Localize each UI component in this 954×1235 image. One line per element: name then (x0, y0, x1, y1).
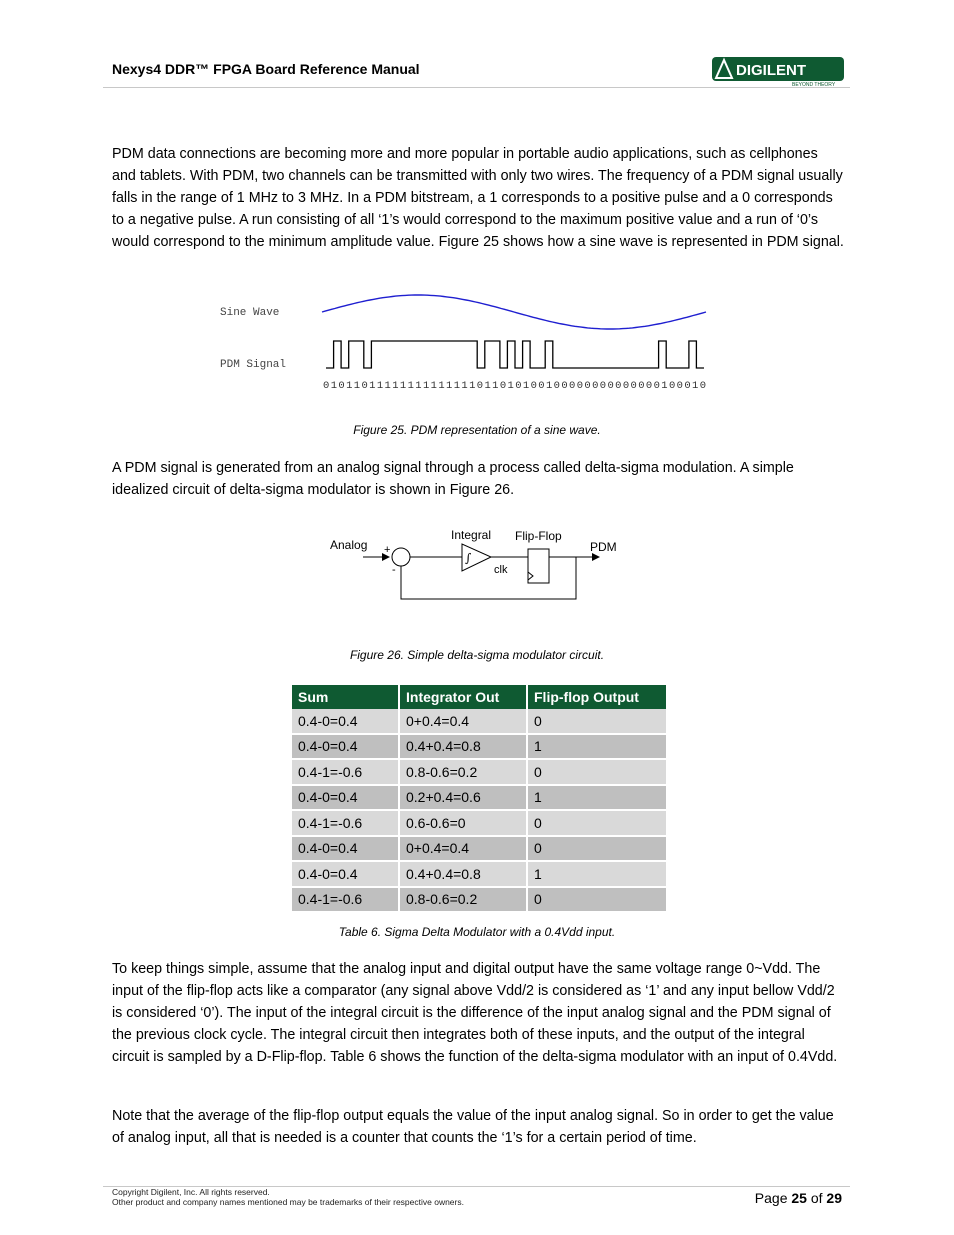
cell-integrator: 0+0.4=0.4 (400, 837, 528, 863)
figure-25-caption: Figure 25. PDM representation of a sine wave. (353, 423, 601, 437)
digilent-logo (712, 57, 844, 87)
cell-sum: 0.4-1=-0.6 (292, 760, 400, 786)
cell-sum: 0.4-0=0.4 (292, 735, 400, 761)
table-row (292, 735, 668, 761)
pdm-signal-label: PDM Signal (220, 359, 287, 371)
cell-integrator: 0+0.4=0.4 (400, 709, 528, 735)
page-current: 25 (791, 1190, 807, 1206)
page-number (755, 1190, 842, 1206)
footer-trademark: Other product and company names mentioned may be trademarks of their respective owners. (112, 1197, 464, 1207)
table-row (292, 760, 668, 786)
paragraph-delta-sigma-intro: A PDM signal is generated from an analog signal through a process called delta-sigma modulation. A simple idealized circuit of delta-sigma modulator is shown in Figure 26. (112, 460, 794, 498)
table-row (292, 862, 668, 888)
table-row (292, 888, 668, 914)
sine-wave-curve (322, 295, 706, 329)
flipflop-label: Flip-Flop (515, 529, 562, 543)
cell-flipflop: 0 (528, 888, 668, 914)
clk-label: clk (494, 564, 508, 576)
header-integrator-out: Integrator Out (400, 685, 528, 709)
document-title: Nexys4 DDR™ FPGA Board Reference Manual (112, 61, 420, 77)
table-row (292, 811, 668, 837)
cell-flipflop: 0 (528, 760, 668, 786)
cell-sum: 0.4-1=-0.6 (292, 888, 400, 914)
cell-integrator: 0.6-0.6=0 (400, 811, 528, 837)
table-header-row (292, 685, 668, 709)
header-sum: Sum (292, 685, 400, 709)
figure-26-modulator-circuit (325, 520, 635, 610)
summer-plus-sign: + (384, 544, 391, 556)
header-flipflop-output: Flip-flop Output (528, 685, 668, 709)
summer-minus-sign: - (392, 564, 396, 576)
cell-integrator: 0.4+0.4=0.8 (400, 862, 528, 888)
cell-integrator: 0.2+0.4=0.6 (400, 786, 528, 812)
footer-copyright: Copyright Digilent, Inc. All rights reserved. (112, 1187, 270, 1197)
pdm-waveform (326, 341, 704, 368)
table-row (292, 786, 668, 812)
paragraph-modulator-explanation: To keep things simple, assume that the analog input and digital output have the same voltage range 0~Vdd. The input of the flip-flop acts like a comparator (any signal above Vdd/2 is considered as ‘1’ and any input bellow Vdd/2 is considered ‘0’). The input of the integral circuit is the difference of the input analog signal and the PDM signal of the previous clock cycle. The integral circuit then integrates both of these inputs, and the output of the integral circuit is sampled by a D-Flip-flop. Table 6 shows the function of the delta-sigma modulator with an input of 0.4Vdd. (112, 961, 838, 1065)
table-row (292, 709, 668, 735)
cell-flipflop: 1 (528, 735, 668, 761)
header-divider (103, 87, 850, 88)
page-of: of (806, 1190, 827, 1206)
table-row (292, 837, 668, 863)
cell-sum: 0.4-0=0.4 (292, 862, 400, 888)
paragraph-average-note: Note that the average of the flip-flop output equals the value of the input analog signal. So in order to get the value of analog input, all that is needed is a counter that counts the ‘1’s for a certain period of time. (112, 1108, 834, 1146)
cell-integrator: 0.4+0.4=0.8 (400, 735, 528, 761)
cell-sum: 0.4-0=0.4 (292, 786, 400, 812)
cell-flipflop: 0 (528, 709, 668, 735)
figure-26-caption: Figure 26. Simple delta-sigma modulator circuit. (349, 648, 605, 662)
table-6-caption: Table 6. Sigma Delta Modulator with a 0.4Vdd input. (338, 925, 616, 939)
integral-symbol: ∫ (465, 551, 472, 565)
analog-input-label: Analog (330, 538, 368, 552)
cell-flipflop: 1 (528, 862, 668, 888)
paragraph-pdm-intro: PDM data connections are becoming more and more popular in portable audio applications, such as cellphones and tablets. With PDM, two channels can be transmitted with only two wires. The frequency of a PDM signal usually falls in the range of 1 MHz to 3 MHz. In a PDM bitstream, a 1 corresponds to a positive pulse and a 0 corresponds to a negative pulse. A run consisting of all ‘1’s would correspond to the maximum positive value and a run of ‘0’s would correspond to the minimum amplitude value. Figure 25 shows how a sine wave is represented in PDM signal. (112, 146, 844, 250)
sine-wave-label: Sine Wave (220, 307, 280, 319)
page-total: 29 (826, 1190, 842, 1206)
logo-tagline: BEYOND THEORY (792, 82, 836, 87)
feedback-path (401, 557, 576, 599)
table-sigma-delta (292, 685, 668, 913)
figure-25-pdm-sine (210, 285, 730, 400)
cell-flipflop: 1 (528, 786, 668, 812)
cell-sum: 0.4-1=-0.6 (292, 811, 400, 837)
cell-integrator: 0.8-0.6=0.2 (400, 760, 528, 786)
cell-flipflop: 0 (528, 811, 668, 837)
cell-integrator: 0.8-0.6=0.2 (400, 888, 528, 914)
pdm-bitstream: 01011011111111111111011010100100000000000000100010 (323, 380, 706, 392)
page-prefix: Page (754, 1190, 792, 1206)
cell-sum: 0.4-0=0.4 (292, 837, 400, 863)
cell-flipflop: 0 (528, 837, 668, 863)
pdm-output-label: PDM (590, 540, 617, 554)
integral-label: Integral (451, 528, 492, 542)
logo-text: DIGILENT (736, 62, 806, 79)
cell-sum: 0.4-0=0.4 (292, 709, 400, 735)
